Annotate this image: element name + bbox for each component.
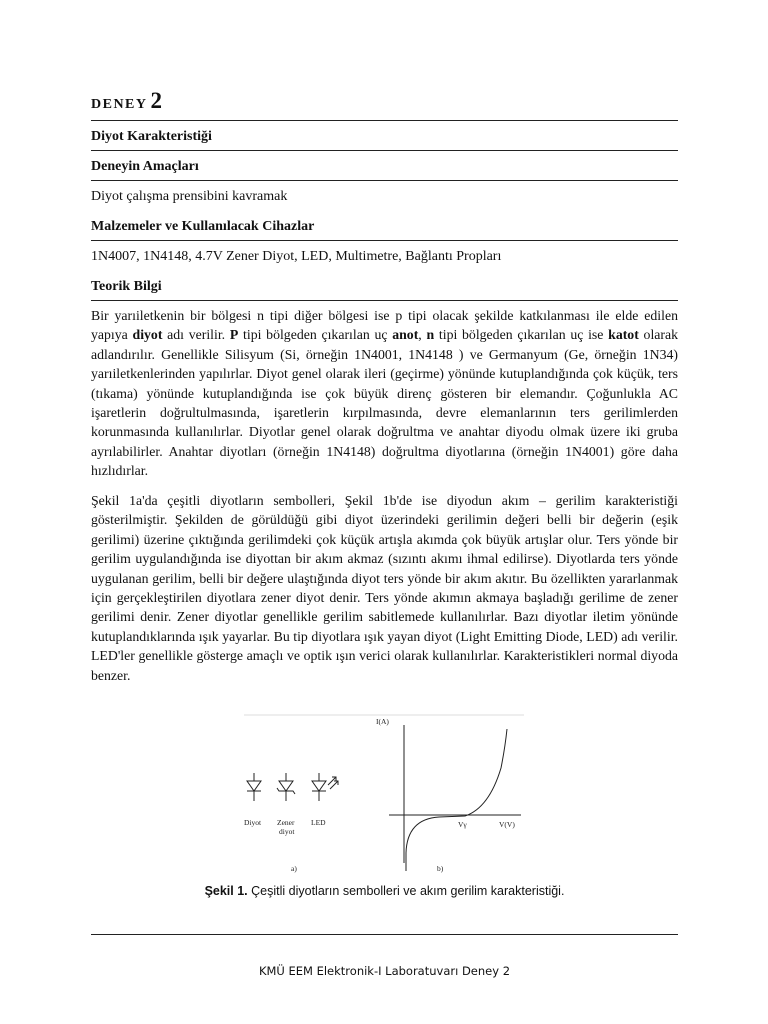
led-label: LED bbox=[311, 818, 326, 827]
divider bbox=[91, 300, 678, 301]
experiment-title: Diyot Karakteristiği bbox=[91, 129, 212, 144]
deney-label: DENEY bbox=[91, 97, 148, 112]
divider bbox=[91, 150, 678, 151]
page-footer: KMÜ EEM Elektronik-I Laboratuvarı Deney 2 bbox=[258, 964, 511, 978]
panel-a-label: a) bbox=[291, 864, 297, 873]
footer-divider bbox=[91, 934, 678, 935]
panel-b-label: b) bbox=[437, 864, 444, 873]
aims-heading: Deneyin Amaçları bbox=[91, 159, 199, 174]
theory-heading: Teorik Bilgi bbox=[91, 279, 162, 294]
diode-figure bbox=[239, 713, 529, 878]
zener-label: Zener bbox=[277, 818, 295, 827]
x-axis-label: V(V) bbox=[499, 820, 515, 829]
divider bbox=[91, 240, 678, 241]
materials-text: 1N4007, 1N4148, 4.7V Zener Diyot, LED, Multimetre, Bağlantı Propları bbox=[91, 249, 502, 264]
figure-caption bbox=[91, 884, 678, 898]
caption-label: Şekil 1. bbox=[204, 884, 248, 898]
deney-number: 2 bbox=[150, 88, 163, 113]
threshold-label: Vγ bbox=[458, 820, 467, 829]
caption-text: Çeşitli diyotların sembolleri ve akım gerilim karakteristiği. bbox=[247, 884, 565, 898]
experiment-number-heading bbox=[91, 88, 162, 114]
diyot-label: Diyot bbox=[244, 818, 262, 827]
aims-text: Diyot çalışma prensibini kavramak bbox=[91, 189, 288, 204]
y-axis-label: I(A) bbox=[376, 717, 389, 726]
divider bbox=[91, 120, 678, 121]
zener-label-2: diyot bbox=[279, 827, 295, 836]
theory-paragraph-2: Şekil 1a'da çeşitli diyotların sembolleri, Şekil 1b'de ise diyodun akım – gerilim karakteristiği gösterilmiştir. Şekilden de görüldüğü gibi diyot üzerindeki gerilimin değeri belli bir değerin (eşik gerilimi) üzerine çıktığında gerilimdeki çok küçük artışla akımda çok büyük artışlar olur. Ters yönde bir gerilim uygulandığında ise diyottan bir akım akmaz (sızıntı akımı ihmal edilirse). Diyotlarda ters yönde uygulanan gerilim, belli bir değere ulaştığında diyot ters yönde bir akım akıtır. Bu özellikten yararlanmak için gerçekleştirilen diyotlara zener diyot denir. Ters yönde akımın akmaya başladığı gerilime de zener gerilimi denir. Zener diyotlar genellikle gerilim sabitlemede kullanılırlar. Bazı diyotlar iletim yönünde kutuplandıklarında ışık yayarlar. Bu tip diyotlara ışık yayan diyot (Light Emitting Diode, LED) adı verilir. LED'ler genellikle gösterge amaçlı ve optik ışın verici olarak kullanılırlar. Karakteristikleri normal diyoda benzer. bbox=[91, 493, 678, 683]
theory-paragraph-1: Bir yarıiletkenin bir bölgesi n tipi diğer bölgesi ise p tipi olacak şekilde katkılanması ile elde edilen yapıya diyot adı verilir. P tipi bölgeden çıkarılan uç anot, n tipi bölgeden çıkarılan uç ise katot olarak adlandırılır. Genellikle Silisyum (Si, örneğin 1N4001, 1N4148 ) ve Germanyum (Ge, örneğin 1N34) yarıiletkenlerinden yapılırlar. Diyot genel olarak ileri (geçirme) yönünde kutuplandığında çok küçük, ters (tıkama) yönünde kutuplandığında ise çok büyük direnç gösteren bir elemandır. Çoğunlukla AC işaretlerin doğrultulmasında, işaretlerin kırpılmasında, devre elemanlarının ters gerilimlerden korunmasında kullanılırlar. Diyotlar genel olarak doğrultma ve anahtar diyodu olmak üzere iki gruba ayrılabilirler. Anahtar diyotları (örneğin 1N4148) doğrultma diyotlarına (örneğin 1N4001) göre daha hızlıdırlar. bbox=[91, 308, 679, 479]
materials-heading: Malzemeler ve Kullanılacak Cihazlar bbox=[91, 219, 315, 234]
divider bbox=[91, 180, 678, 181]
